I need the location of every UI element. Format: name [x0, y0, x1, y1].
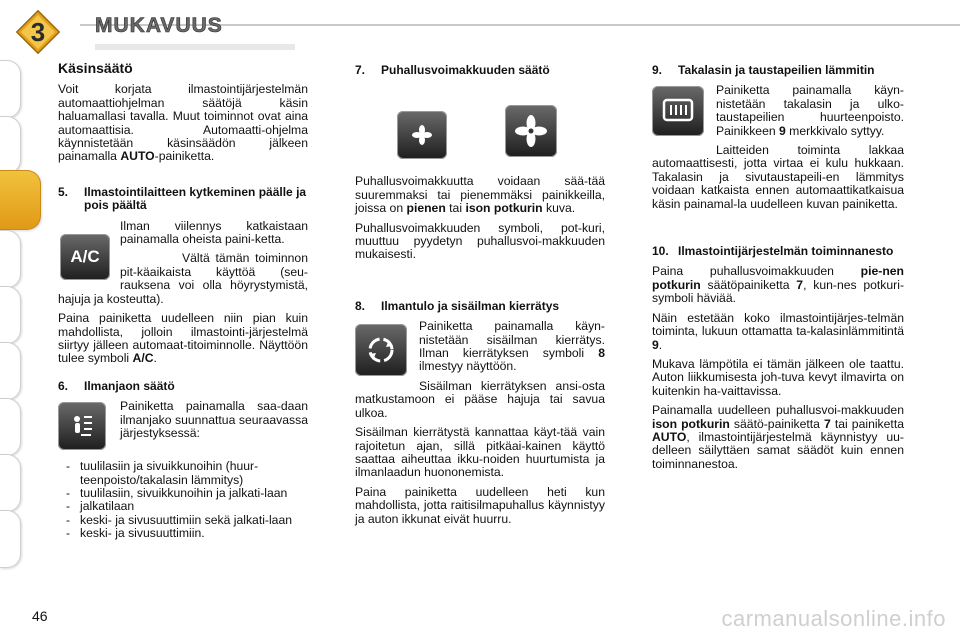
column-right — [652, 64, 904, 477]
column-left — [58, 62, 308, 541]
list-item: - tuulilasiin, sivuikkunoihin ja jalkati-laan — [58, 487, 308, 500]
section-6-title: 6. Ilmanjaon säätö — [58, 378, 175, 393]
side-tab[interactable] — [0, 60, 21, 118]
section-5-p2: Vältä tämän toiminnon pit-käaikaista käyttöä (seu-rauksena voi olla höyrystymistä, hajuja ja kosteutta). — [58, 251, 308, 306]
chapter-badge — [14, 8, 62, 56]
section-8-p3: Sisäilman kierrätystä kannattaa käyt-tää vain rajoitetun ajan, sillä pitkäai-kainen käyttö saattaa aiheuttaa ikku-noiden huurtumista ja ilmanlaadun huononemista. — [355, 425, 605, 480]
chapter-number: 3 — [30, 17, 46, 47]
section-9-p2: Laitteiden toiminta lakkaa automaattisesti, jotta virtaa ei kulu hukkaan. Takalasin ja sivutaustapeili-en lämmitys voidaan katkaista ennen automaattikatkaisua käsin painamal-la uudelleen kuvan painiketta. — [652, 143, 904, 211]
section-5-p3: Paina painiketta uudelleen niin pian kuin mahdollista, jolloin ilmastointi-järjestelmä siirtyy jälleen automaat-titoiminnolle. Näyttöön tulee symboli A/C. — [58, 311, 308, 366]
section-10-p3: Mukava lämpötila ei tämän jälkeen ole taattu. Auton liikkumisesta joh-tuva kevyt ilmavirta on kuitenkin ha-vaittavissa. — [652, 356, 904, 398]
side-tab[interactable] — [0, 454, 21, 512]
page-number: 46 — [32, 608, 48, 624]
section-8-p4: Paina painiketta uudelleen heti kun mahdollista, jotta raitisilmapuhallus käynnistyy ja auton ikkunat eivät huurru. — [355, 484, 605, 526]
list-item: - keski- ja sivusuuttimiin sekä jalkati-laan — [58, 514, 308, 527]
section-10-p2: Näin estetään koko ilmastointijärjes-telmän toiminta, lukuun ottamatta ta-kalasinlämmitintä 9. — [652, 310, 904, 352]
side-tab[interactable] — [0, 510, 21, 568]
section-7-p1: Puhallusvoimakkuutta voidaan sää-tää suuremmaksi tai pienemmäksi painikkeilla, joissa on pienen tai ison potkurin kuva. — [355, 174, 605, 216]
section-heading: Käsinsäätö — [58, 60, 133, 76]
distribution-list — [58, 460, 308, 540]
section-7-p2: Puhallusvoimakkuuden symboli, pot-kuri, muuttuu pyydetyn puhallusvoi-makkuuden mukaisesti. — [355, 220, 605, 262]
section-9-title: 9. Takalasin ja taustapeilien lämmitin — [652, 63, 875, 77]
section-9-p1: Painiketta painamalla käyn-nistetään takalasin ja ulko-taustapeilien huurteenpoisto. Painikkeen 9 merkkivalo syttyy. — [716, 83, 904, 138]
section-8-p2: Sisäilman kierrätyksen ansi-osta matkustamoon ei pääse hajuja tai savua ulkoa. — [355, 378, 605, 420]
header-bar — [95, 44, 295, 50]
side-tab[interactable] — [0, 286, 21, 344]
section-6-p1: Painiketta painamalla saa-daan ilmanjako suunnattua seuraavassa järjestyksessä: — [120, 399, 308, 440]
rear-defrost-icon — [652, 86, 704, 136]
small-fan-icon — [397, 111, 447, 159]
large-fan-icon — [505, 105, 557, 157]
list-item: - tuulilasiin ja sivuikkunoihin (huur-teenpoisto/takalasin lämmitys) — [58, 460, 308, 487]
section-8-title: 8. Ilmantulo ja sisäilman kierrätys — [355, 298, 560, 313]
side-tab[interactable] — [0, 398, 21, 456]
side-tabs — [0, 60, 36, 580]
list-item: - jalkatilaan — [58, 500, 308, 513]
watermark: carmanualsonline.info — [721, 606, 946, 631]
list-item: - keski- ja sivusuuttimiin. — [58, 527, 308, 540]
side-tab[interactable] — [0, 342, 21, 400]
fan-icons-row — [355, 103, 605, 167]
section-8-p1: Painiketta painamalla käyn-nistetään sisäilman kierrätys. Ilman kierrätyksen symboli 8 ilmestyy näyttöön. — [419, 319, 605, 374]
section-10-title: 10. Ilmastointijärjestelmän toiminnanesto — [652, 244, 894, 259]
page-header — [0, 0, 960, 50]
section-10-p1: Paina puhallusvoimakkuuden pie-nen potkurin säätöpainiketta 7, kun-nes potkuri-symboli häviää. — [652, 264, 905, 306]
side-tab[interactable] — [0, 116, 21, 174]
side-tab[interactable] — [0, 230, 21, 288]
air-distribution-icon — [58, 402, 106, 450]
page-title: MUKAVUUS — [95, 14, 223, 37]
intro-paragraph: Voit korjata ilmastointijärjestelmän automaattiohjelman säätöjä käsin haluamallasi tavalla. Muut toiminnot ovat aina automaattisia. Automaatti-ohjelma käynnistetään käsinsäädön jälkeen painamalla AUTO-painiketta. — [58, 82, 308, 164]
column-middle — [355, 64, 605, 532]
section-5-title: 5. Ilmastointilaitteen kytkeminen päälle ja pois päältä — [58, 184, 307, 213]
ac-button-icon: A/C — [60, 234, 110, 280]
recirculation-icon — [355, 324, 407, 376]
side-tab-active[interactable] — [0, 170, 41, 230]
section-10-p4: Painamalla uudelleen puhallusvoi-makkuuden ison potkurin säätö-painiketta 7 tai painiketta AUTO, ilmastointijärjestelmä käynnistyy uu-delleen säilyttäen samat säädöt kuin ennen toiminnanestoa. — [652, 403, 904, 471]
section-5-p1: Ilman viilennys katkaistaan painamalla oheista paini-ketta. — [120, 218, 308, 247]
section-7-title: 7. Puhallusvoimakkuuden säätö — [355, 63, 550, 77]
